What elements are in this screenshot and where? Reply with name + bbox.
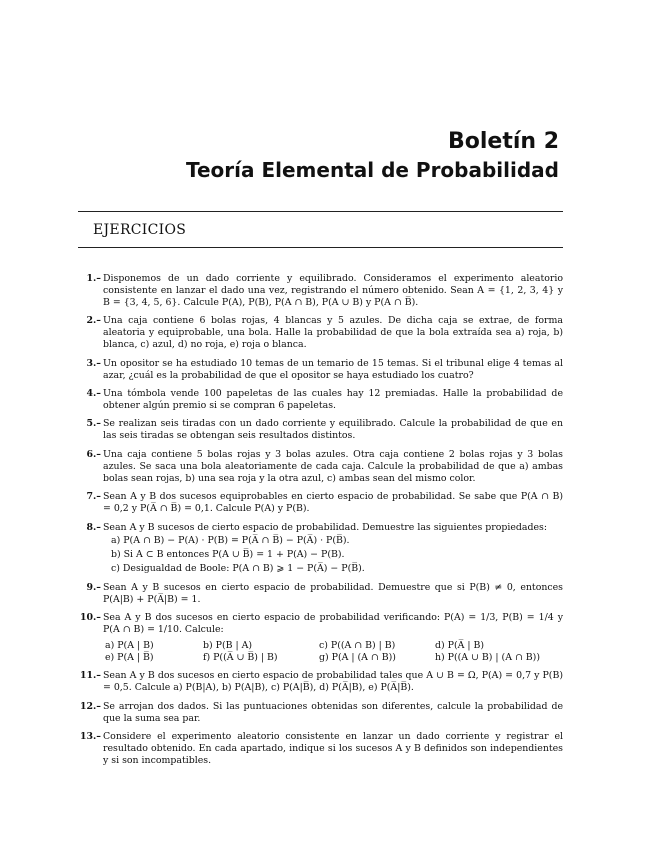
exercise-item — [78, 358, 563, 382]
exercise-option: g) P(A | (A ∩ B)) — [319, 651, 396, 663]
exercise-item — [78, 418, 563, 442]
section-heading: EJERCICIOS — [93, 222, 187, 238]
exercise-text: Una caja contiene 6 bolas rojas, 4 blancas y 5 azules. De dicha caja se extrae, de forma aleatoria y equiprobable, una bola. Halle la probabilidad de que la bola extraída sea a) roja, b) blanca, c) azul, d) no roja, e) roja o blanca. — [103, 315, 563, 351]
exercise-text: Sea A y B dos sucesos en cierto espacio de probabilidad verificando: P(A) = 1/3, P(B) = 1/4 y P(A ∩ B) = 1/10. Calcule: — [103, 612, 563, 636]
exercise-item — [78, 273, 563, 309]
exercise-number: 9.– — [86, 581, 101, 593]
exercise-item — [78, 449, 563, 485]
exercise-options-grid — [103, 640, 563, 664]
exercise-option: e) P(A | B̅) — [105, 651, 154, 663]
exercise-item — [78, 612, 563, 664]
exercise-item — [78, 670, 563, 694]
exercise-number: 10.– — [80, 612, 101, 624]
exercise-text: Considere el experimento aleatorio consistente en lanzar un dado corriente y registrar el resultado obtenido. En cada apartado, indique si los sucesos A y B definidos son independientes y si son incompatibles. — [103, 731, 563, 767]
exercise-subitems — [103, 535, 563, 575]
exercise-option: a) P(A | B) — [105, 640, 154, 651]
exercise-item — [78, 522, 563, 576]
exercise-text: Un opositor se ha estudiado 10 temas de un temario de 15 temas. Si el tribunal elige 4 temas al azar, ¿cuál es la probabilidad de que el opositor se haya estudiado los cuatro? — [103, 357, 563, 381]
top-rule — [78, 211, 563, 212]
exercise-text: Una caja contiene 5 bolas rojas y 3 bolas azules. Otra caja contiene 2 bolas rojas y 3 bolas azules. Se saca una bola aleatoriamente de cada caja. Calcule la probabilidad de que a) ambas bolas sean rojas, b) una sea roja y la otra azul, c) ambas sean del mismo color. — [103, 448, 563, 484]
page-title: Boletín 2 — [447, 129, 559, 154]
exercise-number: 4.– — [86, 388, 101, 400]
exercise-number: 1.– — [86, 273, 101, 284]
exercise-subitem: b) Si A ⊂ B entonces P(A ∪ B̅) = 1 + P(A) − P(B). — [111, 549, 345, 561]
exercise-subitem: c) Desigualdad de Boole: P(A ∩ B) ⩾ 1 − P(A̅) − P(B̅). — [111, 563, 365, 575]
exercise-text: Sean A y B sucesos en cierto espacio de probabilidad. Demuestre que si P(B) ≠ 0, entonces P(A|B) + P(A̅|B) = 1. — [103, 581, 563, 605]
exercise-item — [78, 701, 563, 725]
exercise-number: 13.– — [80, 731, 101, 743]
title-block — [186, 128, 559, 184]
exercise-number: 2.– — [86, 315, 101, 327]
exercise-text: Una tómbola vende 100 papeletas de las cuales hay 12 premiadas. Halle la probabilidad de obtener algún premio si se compran 6 papeletas. — [103, 388, 563, 411]
exercise-number: 5.– — [86, 418, 101, 430]
exercise-number: 3.– — [86, 357, 101, 369]
exercise-item — [78, 582, 563, 606]
exercise-option: f) P((A̅ ∪ B̅) | B) — [203, 651, 278, 663]
exercise-number: 6.– — [86, 448, 101, 460]
exercise-number: 8.– — [86, 521, 101, 533]
exercise-number: 7.– — [86, 491, 101, 503]
exercise-text: Sean A y B sucesos de cierto espacio de probabilidad. Demuestre las siguientes propiedades: — [103, 521, 548, 533]
exercise-option: c) P((A ∩ B) | B) — [319, 640, 396, 651]
exercise-text: Disponemos de un dado corriente y equilibrado. Consideramos el experimento aleatorio consistente en lanzar el dado una vez, registrando el número obtenido. Sean A = {1, 2, 3, 4} y B = {3, 4, 5, 6}. Calcule P(A), P(B), P(A ∩ B), P(A ∪ B) y P(A ∩ B̅). — [103, 273, 563, 308]
exercise-option: b) P(B | A) — [203, 640, 253, 651]
exercise-text: Sean A y B dos sucesos equiprobables en cierto espacio de probabilidad. Se sabe que P(A ∩ B) = 0,2 y P(A̅ ∩ B̅) = 0,1. Calcule P(A) y P(B). — [103, 491, 563, 515]
exercise-subitem: a) P(A ∩ B) − P(A) · P(B) = P(A̅ ∩ B̅) − P(A̅) · P(B̅). — [111, 535, 350, 547]
page-subtitle: Teoría Elemental de Probabilidad — [186, 158, 559, 182]
exercise-item — [78, 315, 563, 351]
exercise-item — [78, 388, 563, 412]
exercise-item — [78, 491, 563, 515]
exercise-option: h) P((A ∪ B) | (A ∩ B)) — [435, 651, 540, 663]
exercise-number: 11.– — [80, 670, 101, 682]
exercise-item — [78, 731, 563, 767]
exercise-text: Sean A y B dos sucesos en cierto espacio de probabilidad tales que A ∪ B = Ω, P(A) = 0,7 y P(B) = 0,5. Calcule a) P(B|A), b) P(A|B), c) P(A|B̅), d) P(A̅|B), e) P(A̅|B̅). — [103, 670, 563, 694]
exercise-option: d) P(A̅ | B) — [435, 640, 485, 651]
exercise-number: 12.– — [80, 700, 101, 712]
exercise-text: Se realizan seis tiradas con un dado corriente y equilibrado. Calcule la probabilidad de que en las seis tiradas se obtengan seis resultados distintos. — [103, 418, 563, 442]
bottom-rule — [78, 247, 563, 248]
exercise-text: Se arrojan dos dados. Si las puntuaciones obtenidas son diferentes, calcule la probabilidad de que la suma sea par. — [103, 700, 563, 724]
exercise-list — [78, 273, 563, 774]
